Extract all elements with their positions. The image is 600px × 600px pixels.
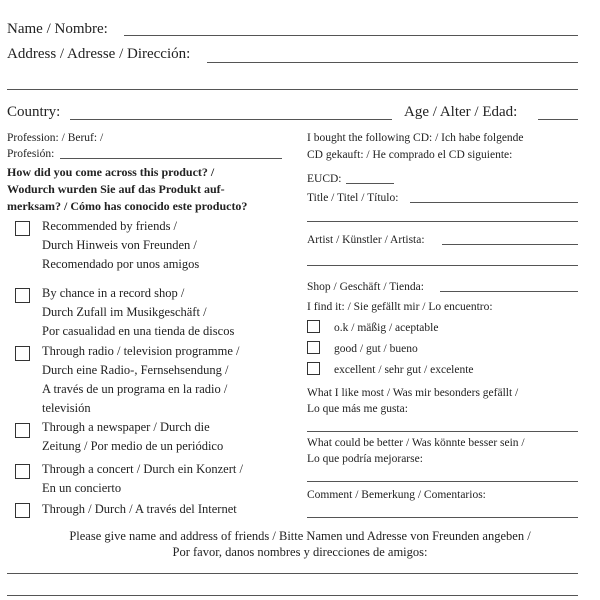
like-most-label-2: Lo que más me gusta: [307, 403, 408, 415]
eucd-field-line[interactable] [346, 183, 394, 184]
friends-address-instruction: Please give name and address of friends / Bitte Namen und Adresse von Freunden angeben / [69, 529, 531, 543]
friends-address-field-line[interactable] [7, 573, 578, 574]
address-field-line[interactable] [207, 62, 578, 63]
radio-tv-checkbox[interactable] [15, 346, 30, 361]
comment-label: Comment / Bemerkung / Comentarios: [307, 489, 486, 501]
could-be-better-label: What could be better / Was könnte besser sein / [307, 437, 525, 449]
newspaper-option-label: Through a newspaper / Durch die Zeitung / Por medio de un periódico [42, 420, 224, 453]
address-field-line-2[interactable] [7, 89, 578, 90]
internet-checkbox[interactable] [15, 503, 30, 518]
friends-option-label: Recommended by friends / Durch Hinweis von Freunden / Recomendado por unos amigos [42, 219, 200, 271]
source-question: How did you come across this product? / Wodurch wurden Sie auf das Produkt auf- merksam? / Cómo has conocido este producto? [7, 165, 248, 213]
country-label: Country: [7, 104, 61, 120]
concert-checkbox[interactable] [15, 464, 30, 479]
name-label: Name / Nombre: [7, 21, 108, 37]
address-label: Address / Adresse / Dirección: [7, 46, 191, 62]
could-be-better-label-2: Lo que podría mejorarse: [307, 453, 423, 465]
rating-excellent-label: excellent / sehr gut / excelente [334, 364, 474, 376]
could-be-better-field-line[interactable] [307, 481, 578, 482]
rating-good-checkbox[interactable] [307, 341, 320, 354]
age-field-line[interactable] [538, 119, 578, 120]
newspaper-checkbox[interactable] [15, 423, 30, 438]
name-field-line[interactable] [124, 35, 578, 36]
rating-good-label: good / gut / bueno [334, 343, 418, 355]
title-field-line-2[interactable] [307, 221, 578, 222]
title-field-line[interactable] [410, 202, 578, 203]
profession-field-line[interactable] [60, 158, 282, 159]
shop-field-line[interactable] [440, 291, 578, 292]
internet-option-label: Through / Durch / A través del Internet [42, 502, 237, 516]
rating-ok-label: o.k / mäßig / aceptable [334, 322, 439, 334]
age-label: Age / Alter / Edad: [404, 104, 518, 120]
artist-label: Artist / Künstler / Artista: [307, 234, 425, 246]
eucd-label: EUCD: [307, 173, 342, 185]
rating-ok-checkbox[interactable] [307, 320, 320, 333]
artist-field-line-2[interactable] [307, 265, 578, 266]
cd-bought-label-2: CD gekauft: / He comprado el CD siguiente: [307, 149, 513, 161]
friends-address-instruction-2: Por favor, danos nombres y direcciones de amigos: [172, 545, 428, 559]
country-field-line[interactable] [70, 119, 392, 120]
rating-excellent-checkbox[interactable] [307, 362, 320, 375]
concert-option-label: Through a concert / Durch ein Konzert / En un concierto [42, 462, 243, 495]
cd-bought-label: I bought the following CD: / Ich habe folgende [307, 132, 524, 144]
artist-field-line[interactable] [442, 244, 578, 245]
like-most-label: What I like most / Was mir besonders gefällt / [307, 387, 519, 399]
title-label: Title / Titel / Título: [307, 192, 399, 204]
find-label: I find it: / Sie gefällt mir / Lo encuentro: [307, 301, 493, 313]
record-shop-option-label: By chance in a record shop / Durch Zufall im Musikgeschäft / Por casualidad en una tienda de discos [42, 286, 235, 338]
profession-label-2: Profesión: [7, 148, 55, 160]
friends-address-field-line-2[interactable] [7, 595, 578, 596]
radio-tv-option-label: Through radio / television programme / Durch eine Radio-, Fernsehsendung / A través de un programa en la radio / televisión [42, 344, 240, 415]
like-most-field-line[interactable] [307, 431, 578, 432]
shop-label: Shop / Geschäft / Tienda: [307, 281, 424, 293]
profession-label: Profession: / Beruf: / [7, 132, 104, 144]
record-shop-checkbox[interactable] [15, 288, 30, 303]
friends-checkbox[interactable] [15, 221, 30, 236]
comment-field-line[interactable] [307, 517, 578, 518]
